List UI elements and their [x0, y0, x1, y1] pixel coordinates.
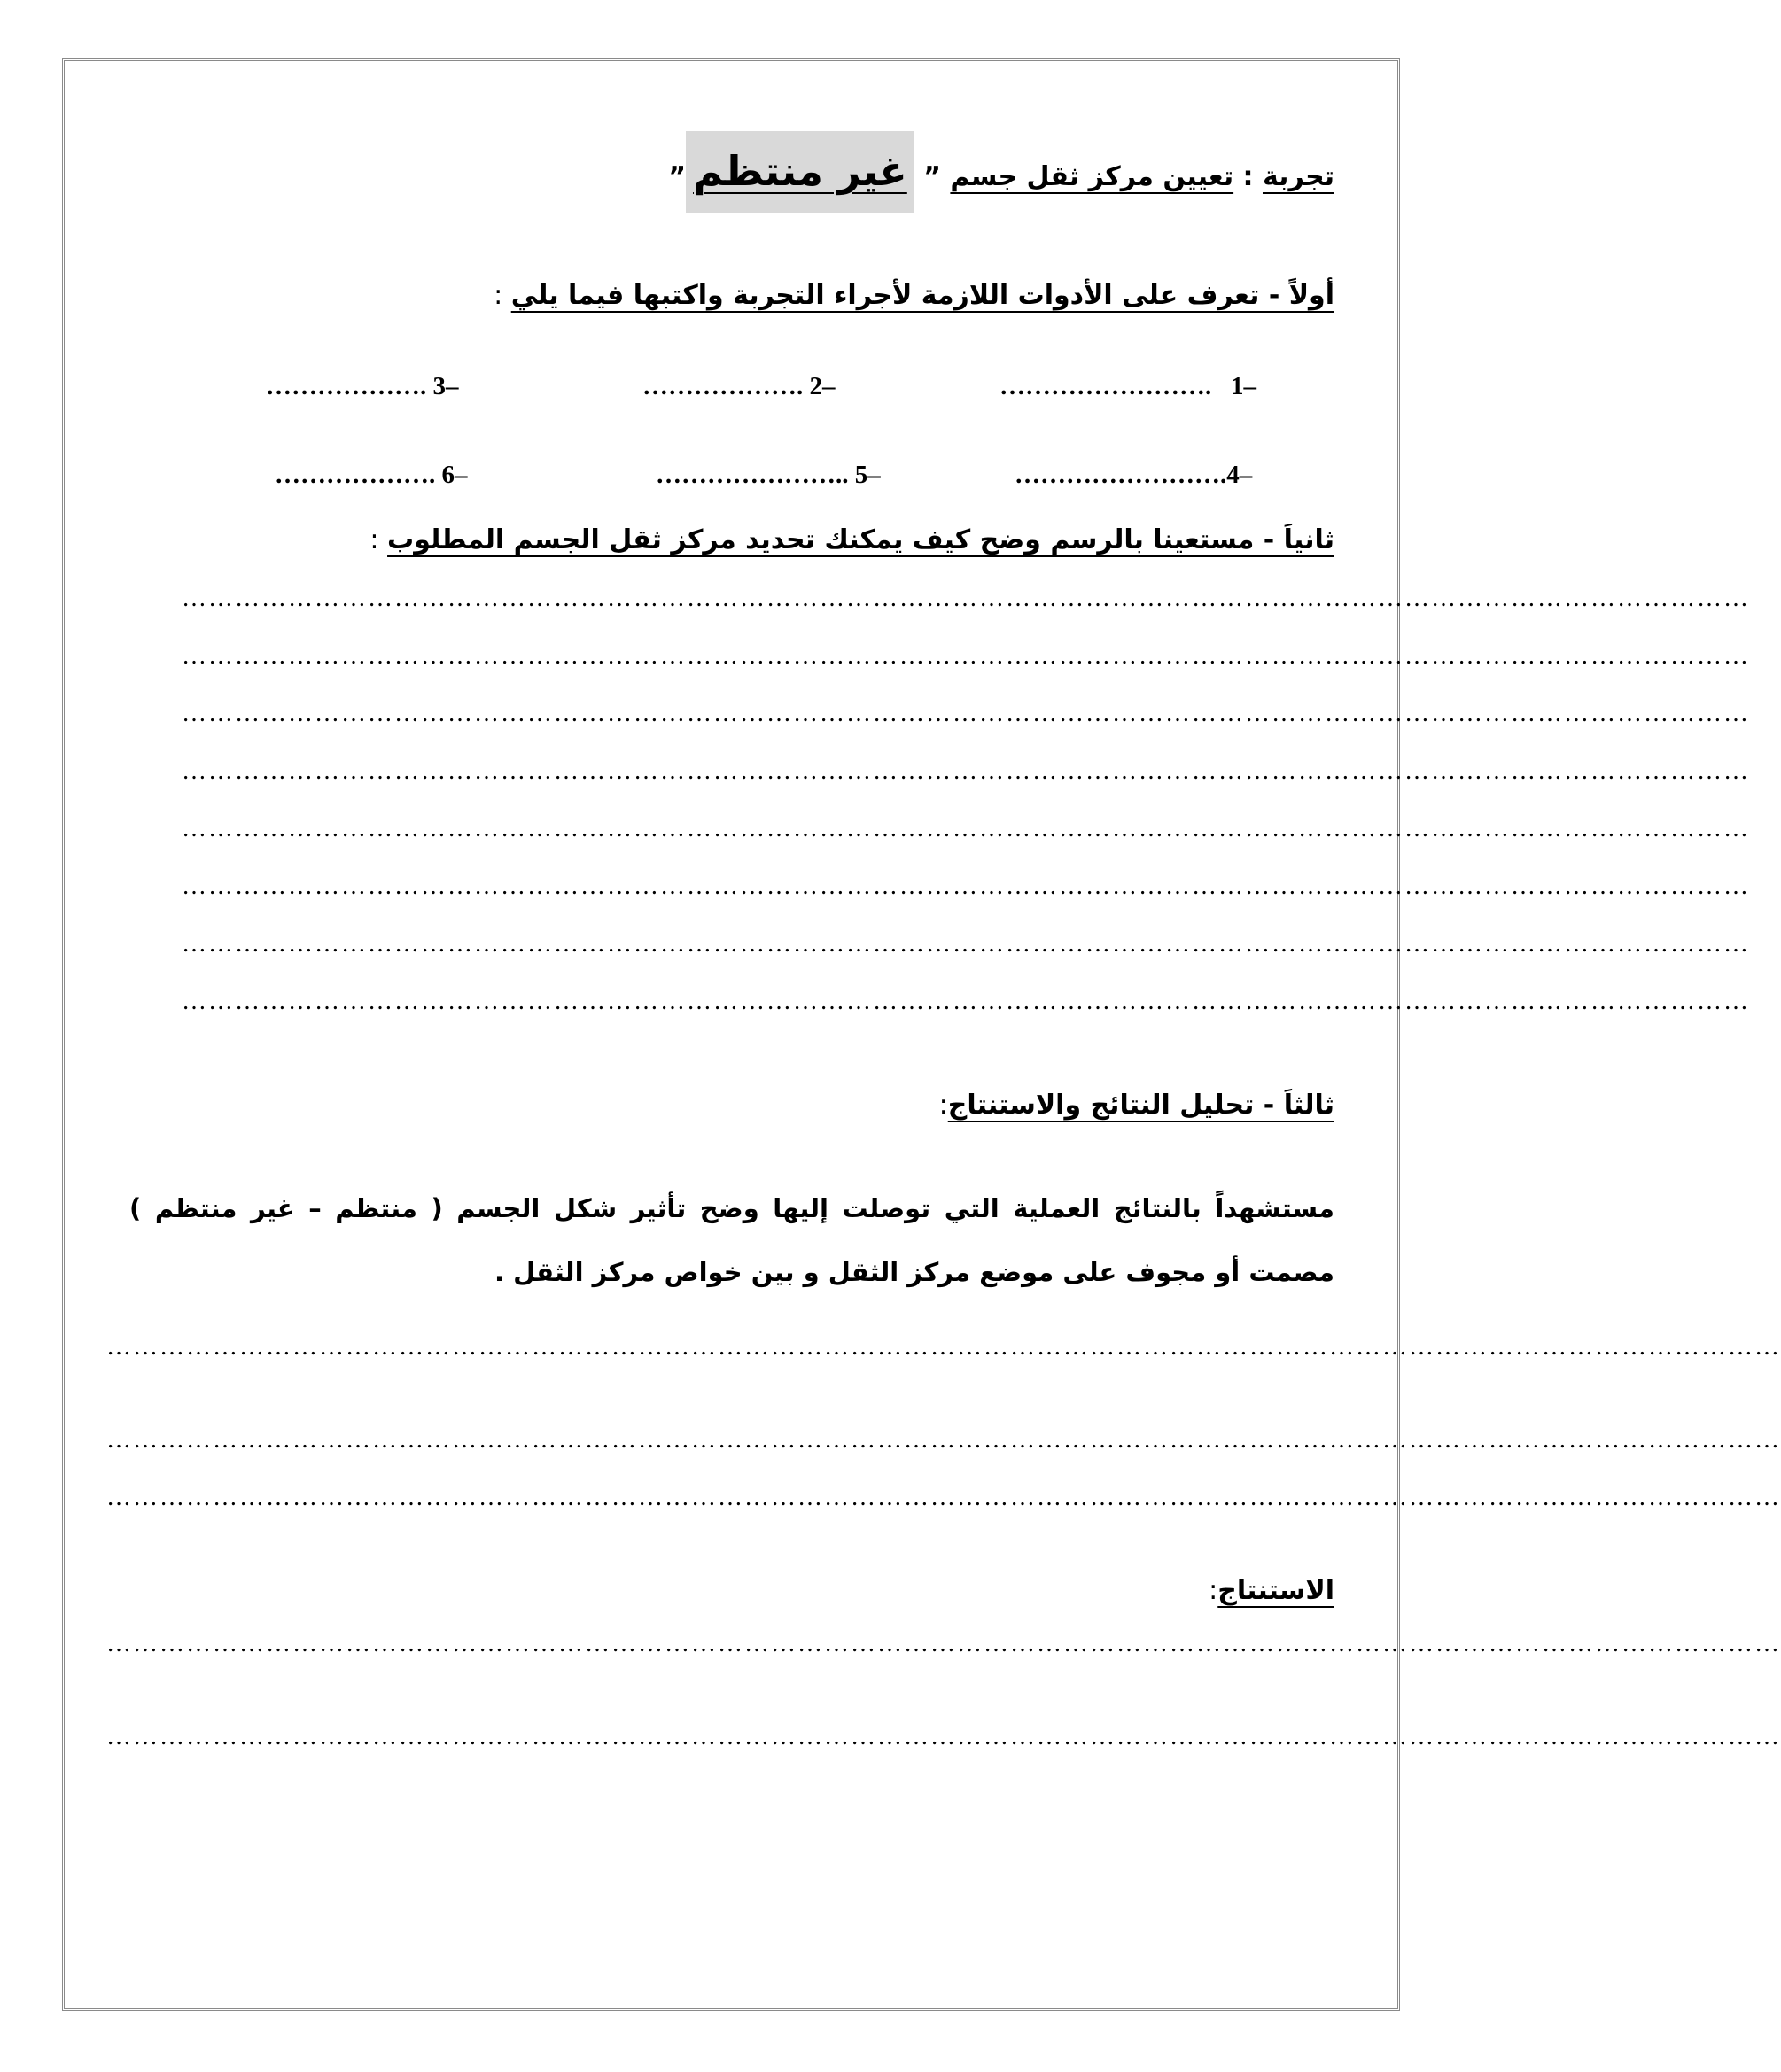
- tool-item-5-number: 5–: [854, 461, 881, 489]
- tool-item-3-blank[interactable]: ……………….: [266, 372, 427, 400]
- answer-line[interactable]: ……………………………………………………………………………………………………………………………………………………………: [182, 585, 1750, 612]
- title-prefix: تجربة: [1262, 161, 1334, 192]
- analysis-answer-line[interactable]: ………………………………………………………………………………………………………………………………………………………………………: [106, 1484, 1781, 1511]
- tool-item-4: [1015, 461, 1252, 490]
- section1-heading-suffix: :: [494, 280, 511, 311]
- section1-heading-text: أولاً - تعرف على الأدوات اللازمة لأجراء التجربة واكتبها فيما يلي: [510, 280, 1334, 311]
- analysis-answer-line[interactable]: ………………………………………………………………………………………………………………………………………………………………………: [106, 1426, 1781, 1454]
- title-main: تعيين مركز ثقل جسم: [950, 161, 1234, 192]
- conclusion-heading-suffix: :: [1209, 1575, 1218, 1606]
- tool-item-4-number: 4–: [1226, 461, 1253, 489]
- answer-line[interactable]: ……………………………………………………………………………………………………………………………………………………………: [182, 642, 1750, 670]
- page-border: [62, 58, 1781, 2011]
- tool-item-5-blank[interactable]: …………………..: [656, 461, 849, 489]
- tool-item-6-number: 6–: [441, 461, 468, 489]
- tool-item-3: [266, 372, 459, 401]
- tool-item-2-blank[interactable]: ……………….: [642, 372, 804, 400]
- answer-line[interactable]: ……………………………………………………………………………………………………………………………………………………………: [182, 700, 1750, 727]
- title-colon: :: [1233, 161, 1263, 192]
- tool-item-4-blank[interactable]: …………………….: [1015, 461, 1227, 489]
- conclusion-answer-line[interactable]: ………………………………………………………………………………………………………………………………………………………………………: [106, 1723, 1781, 1750]
- answer-line[interactable]: ……………………………………………………………………………………………………………………………………………………………: [182, 757, 1750, 785]
- page-title: [668, 147, 1334, 195]
- conclusion-heading: [1209, 1575, 1334, 1606]
- tool-item-1: [999, 372, 1256, 401]
- tool-item-5: [656, 461, 881, 490]
- tool-item-6: [275, 461, 468, 490]
- answer-line[interactable]: ……………………………………………………………………………………………………………………………………………………………: [182, 930, 1750, 958]
- title-open-quote: ”: [914, 161, 951, 192]
- section3-heading-suffix: :: [938, 1090, 948, 1121]
- conclusion-answer-line[interactable]: ………………………………………………………………………………………………………………………………………………………………………: [106, 1630, 1781, 1657]
- tool-item-2-number: 2–: [809, 372, 836, 400]
- tool-item-1-blank[interactable]: …………………….: [999, 372, 1212, 400]
- answer-line[interactable]: ……………………………………………………………………………………………………………………………………………………………: [182, 873, 1750, 900]
- title-close-quote: ”: [668, 161, 687, 192]
- section2-heading: [369, 524, 1334, 555]
- section2-heading-text: ثانياَ - مستعينا بالرسم وضح كيف يمكنك تحديد مركز ثقل الجسم المطلوب: [387, 524, 1334, 555]
- analysis-instructions: مستشهداً بالنتائج العملية التي توصلت إليها وضح تأثير شكل الجسم ( منتظم – غير منتظم ) مصمت أو مجوف على موضع مركز الثقل و بين خواص مركز الثقل .: [129, 1193, 1334, 1287]
- tool-item-1-number: 1–: [1231, 372, 1256, 400]
- section3-heading-text: ثالثاَ - تحليل النتائج والاستنتاج: [947, 1090, 1334, 1121]
- analysis-answer-line[interactable]: ………………………………………………………………………………………………………………………………………………………………………: [106, 1333, 1781, 1361]
- answer-line[interactable]: ……………………………………………………………………………………………………………………………………………………………: [182, 988, 1750, 1015]
- conclusion-heading-text: الاستنتاج: [1217, 1575, 1334, 1606]
- tool-item-6-blank[interactable]: ……………….: [275, 461, 436, 489]
- answer-line[interactable]: ……………………………………………………………………………………………………………………………………………………………: [182, 815, 1750, 842]
- tool-item-2: [642, 372, 836, 401]
- tool-item-3-number: 3–: [432, 372, 459, 400]
- section2-heading-suffix: :: [369, 524, 388, 555]
- title-highlight: غير منتظم: [686, 131, 914, 213]
- section1-heading: [494, 280, 1334, 311]
- section3-heading: [939, 1090, 1334, 1121]
